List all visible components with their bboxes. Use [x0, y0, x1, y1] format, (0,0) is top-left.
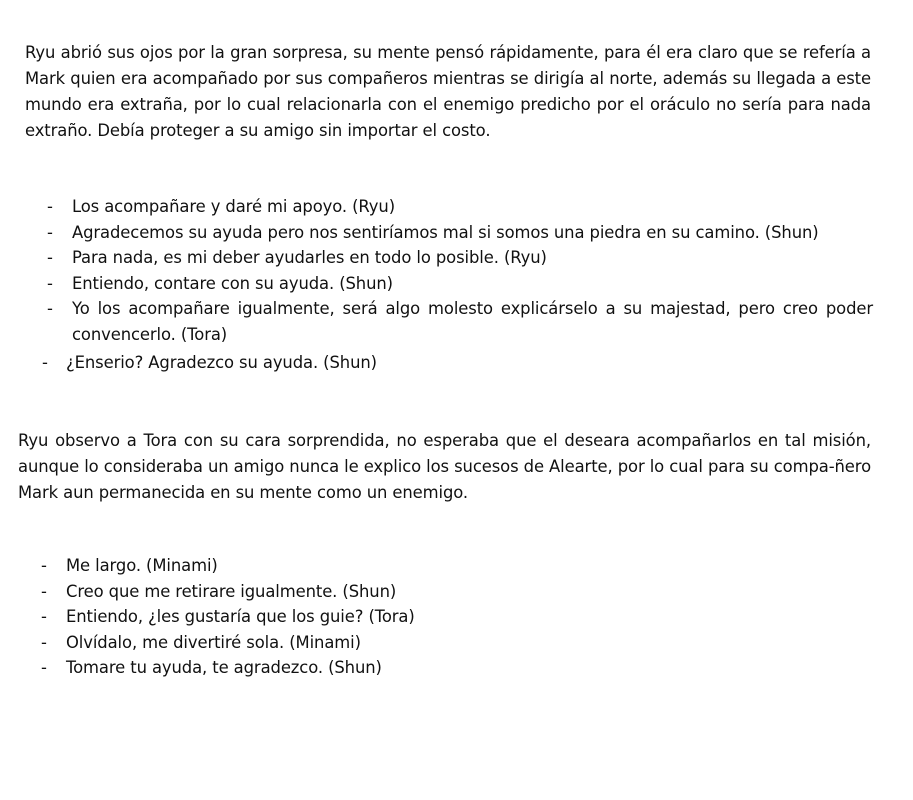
dialogue-text: Creo que me retirare igualmente. (Shun) [66, 581, 397, 601]
dash-marker: - [42, 353, 48, 372]
dash-marker: - [47, 248, 53, 267]
dialogue-line [47, 194, 873, 220]
dialogue-text: ¿Enserio? Agradezco su ayuda. (Shun) [66, 353, 377, 372]
dialogue-line [41, 579, 861, 605]
dash-marker: - [41, 556, 47, 575]
dialogue-line [41, 630, 861, 656]
dialogue-list-2 [41, 553, 861, 681]
dialogue-line [47, 296, 873, 347]
dialogue-line [41, 553, 861, 579]
dialogue-text: Entiendo, ¿les gustaría que los guie? (Tora) [66, 607, 415, 626]
dash-marker: - [47, 273, 53, 293]
narration-paragraph-1: Ryu abrió sus ojos por la gran sorpresa, su mente pensó rápidamente, para él era claro que se refería a Mark quien era acompañado por sus compañeros mientras se dirigía al norte, además su llegada a este mundo era extraña, por lo cual relacionarla con el enemigo predicho por el oráculo no sería para nada extraño. Debía proteger a su amigo sin importar el costo. [25, 43, 871, 140]
dialogue-text: Para nada, es mi deber ayudarles en todo lo posible. (Ryu) [72, 248, 547, 267]
dash-marker: - [41, 658, 47, 677]
dialogue-text: Yo los acompañare igualmente, será algo molesto explicárselo a su majestad, pero creo poder convencerlo. (Tora) [72, 299, 873, 344]
dialogue-text: Olvídalo, me divertiré sola. (Minami) [66, 632, 361, 652]
dialogue-text: Los acompañare y daré mi apoyo. (Ryu) [72, 197, 395, 216]
dialogue-line [47, 220, 873, 246]
dialogue-list-1 [42, 194, 873, 376]
dialogue-text: Tomare tu ayuda, te agradezco. (Shun) [66, 658, 382, 677]
dash-marker: - [41, 632, 47, 652]
dash-marker: - [47, 197, 53, 216]
dialogue-text: Agradecemos su ayuda pero nos sentiríamos mal si somos una piedra en su camino. (Shun) [72, 222, 819, 242]
dash-marker: - [47, 299, 53, 318]
dialogue-line [42, 350, 873, 376]
dialogue-text: Entiendo, contare con su ayuda. (Shun) [72, 273, 393, 293]
dialogue-line [41, 655, 861, 681]
dash-marker: - [47, 222, 53, 242]
narration-paragraph-2: Ryu observo a Tora con su cara sorprendida, no esperaba que el deseara acompañarlos en tal misión, aunque lo consideraba un amigo nunca le explico los sucesos de Alearte, por lo cual para su compa-ñero Mark aun permanecida en su mente como un enemigo. [18, 431, 871, 502]
dialogue-text: Me largo. (Minami) [66, 556, 218, 575]
dialogue-line [41, 604, 861, 630]
dialogue-line [47, 271, 873, 297]
dash-marker: - [41, 607, 47, 626]
dash-marker: - [41, 581, 47, 601]
dialogue-line [47, 245, 873, 271]
